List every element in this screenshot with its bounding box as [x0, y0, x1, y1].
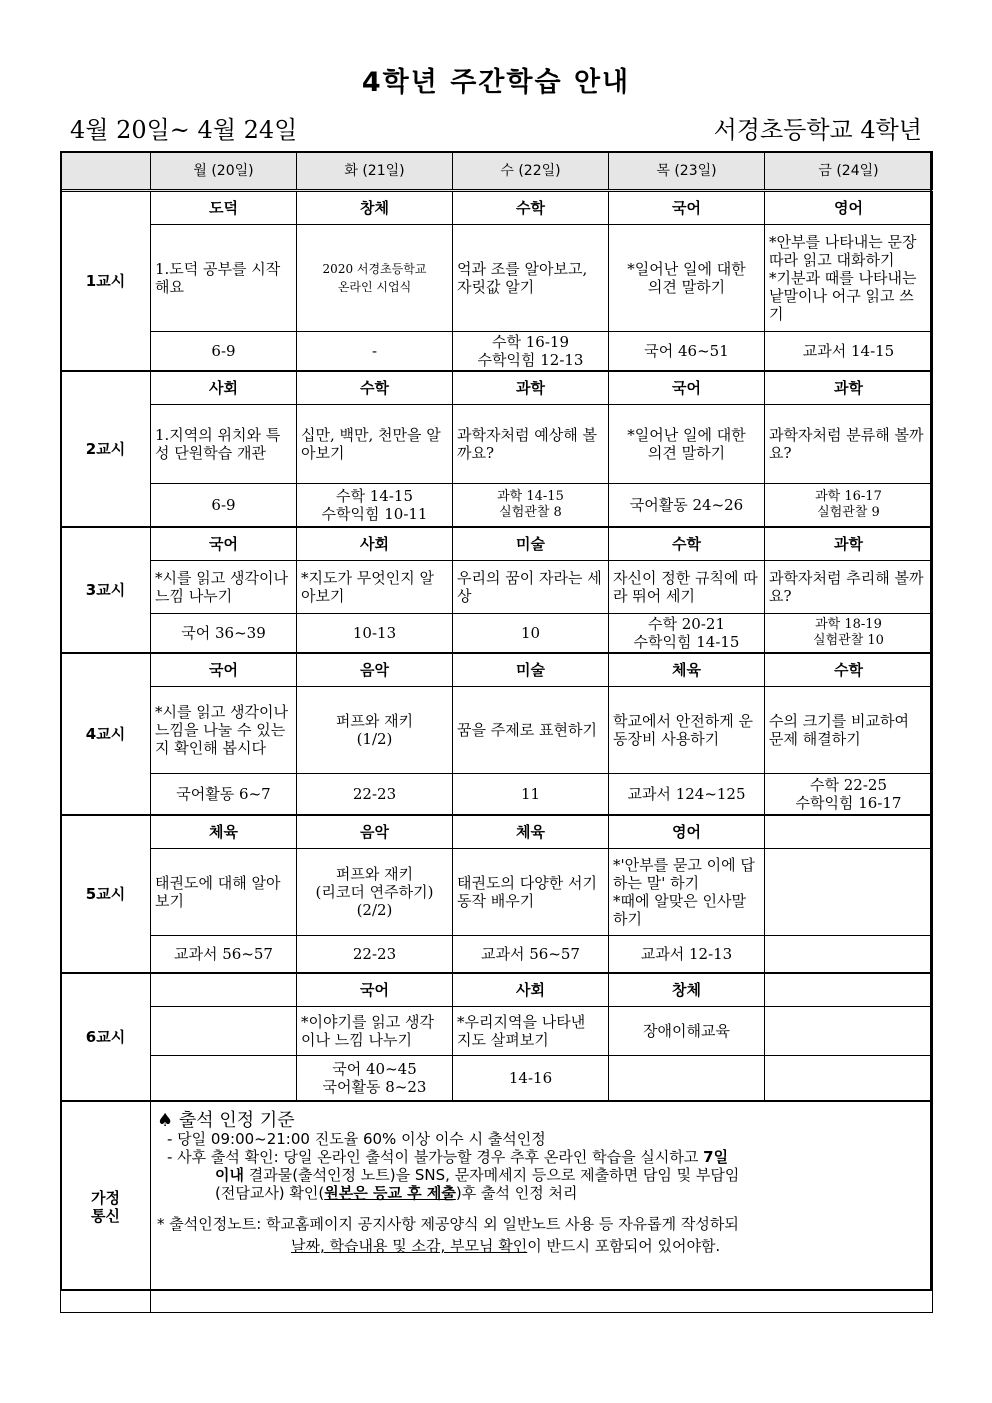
content-cell: 과학자처럼 분류해 볼까요?	[765, 405, 933, 484]
notice-underlined: 원본은 등교 후 제출	[324, 1184, 456, 1202]
content-cell: 태권도의 다양한 서기 동작 배우기	[453, 849, 609, 936]
content-cell: *시를 읽고 생각이나 느낌 나누기	[151, 561, 297, 614]
page-cell: 국어활동 24~26	[609, 484, 765, 528]
period-label: 5교시	[61, 815, 151, 973]
content-cell: 태권도에 대해 알아보기	[151, 849, 297, 936]
content-cell	[151, 1007, 297, 1056]
content-cell: 장애이해교육	[609, 1007, 765, 1056]
page-cell: 교과서 124~125	[609, 774, 765, 816]
page-cell: 교과서 56~57	[453, 936, 609, 974]
subject-cell: 과학	[765, 527, 933, 561]
page-cell: 11	[453, 774, 609, 816]
page-cell: 22-23	[297, 936, 453, 974]
page-cell: 국어활동 6~7	[151, 774, 297, 816]
day-header: 화 (21일)	[297, 152, 453, 191]
page-cell: 수학 16-19 수학익힘 12-13	[453, 332, 609, 372]
notice-emphasis: 7일	[703, 1148, 729, 1166]
notice-line-4	[157, 1184, 928, 1202]
content-cell: 과학자처럼 추리해 볼까요?	[765, 561, 933, 614]
notice-line-1: - 당일 09:00~21:00 진도율 60% 이상 이수 시 출석인정	[167, 1130, 546, 1148]
subject-cell: 수학	[453, 191, 609, 225]
content-cell: 꿈을 주제로 표현하기	[453, 687, 609, 774]
content-cell: 2020 서경초등학교 온라인 시업식	[297, 225, 453, 332]
content-cell: 과학자처럼 예상해 볼까요?	[453, 405, 609, 484]
page-cell	[765, 1056, 933, 1102]
content-cell: *지도가 무엇인지 알아보기	[297, 561, 453, 614]
content-cell: 1.도덕 공부를 시작해요	[151, 225, 297, 332]
period-content-row	[61, 561, 933, 614]
subject-cell: 체육	[151, 815, 297, 849]
page-cell: 14-16	[453, 1056, 609, 1102]
period-content-row	[61, 1007, 933, 1056]
page-cell: 교과서 14-15	[765, 332, 933, 372]
content-cell: *안부를 나타내는 문장 따라 읽고 대화하기 *기분과 때를 나타내는 낱말이나 어구 읽고 쓰기	[765, 225, 933, 332]
notice-text: 결과물(출석인정 노트)을 SNS, 문자메세지 등으로 제출하면 담임 및 부담임	[243, 1166, 740, 1184]
subject-cell: 수학	[609, 527, 765, 561]
period-subject-row	[61, 653, 933, 687]
notice-line-3	[157, 1166, 928, 1184]
notice-footnote: * 출석인정노트: 학교홈페이지 공지사항 제공양식 외 일반노트 사용 등 자유롭게 작성하되	[157, 1215, 739, 1233]
content-cell: 수의 크기를 비교하여 문제 해결하기	[765, 687, 933, 774]
page-cell: 6-9	[151, 332, 297, 372]
subject-cell: 음악	[297, 815, 453, 849]
content-cell: 우리의 꿈이 자라는 세상	[453, 561, 609, 614]
page-cell: 6-9	[151, 484, 297, 528]
content-cell	[765, 1007, 933, 1056]
page-cell: 10-13	[297, 614, 453, 654]
subject-cell: 체육	[609, 653, 765, 687]
subject-cell: 영어	[765, 191, 933, 225]
period-page-row	[61, 936, 933, 974]
period-label: 4교시	[61, 653, 151, 815]
period-label: 3교시	[61, 527, 151, 653]
school-name: 서경초등학교 4학년	[713, 116, 922, 144]
page-cell: 수학 20-21 수학익힘 14-15	[609, 614, 765, 654]
content-cell: *'안부를 묻고 이에 답하는 말' 하기 *때에 알맞은 인사말 하기	[609, 849, 765, 936]
page-cell: -	[297, 332, 453, 372]
notice-text: 이 반드시 포함되어 있어야함.	[527, 1237, 721, 1255]
page-cell	[765, 936, 933, 974]
subject-cell: 체육	[453, 815, 609, 849]
content-cell: 1.지역의 위치와 특성 단원학습 개관	[151, 405, 297, 484]
content-cell: *이야기를 읽고 생각이나 느낌 나누기	[297, 1007, 453, 1056]
subject-cell: 수학	[765, 653, 933, 687]
subject-cell: 미술	[453, 653, 609, 687]
content-cell: *우리지역을 나타낸 지도 살펴보기	[453, 1007, 609, 1056]
period-page-row	[61, 614, 933, 654]
subject-cell: 미술	[453, 527, 609, 561]
period-label: 2교시	[61, 371, 151, 527]
day-header: 금 (24일)	[765, 152, 933, 191]
subject-cell: 사회	[453, 973, 609, 1007]
period-page-row	[61, 774, 933, 816]
date-range: 4월 20일~ 4월 24일	[70, 116, 298, 144]
subject-cell: 사회	[151, 371, 297, 405]
notice-heading: ♠ 출석 인정 기준	[157, 1110, 295, 1131]
notice-text: (전담교사) 확인(	[215, 1184, 325, 1202]
subject-cell: 수학	[297, 371, 453, 405]
subject-cell: 국어	[609, 191, 765, 225]
period-content-row	[61, 849, 933, 936]
content-cell: 퍼프와 재키 (리코더 연주하기) (2/2)	[297, 849, 453, 936]
content-cell: 학교에서 안전하게 운동장비 사용하기	[609, 687, 765, 774]
notice-underlined: 날짜, 학습내용 및 소감, 부모님 확인	[291, 1237, 528, 1255]
period-page-row	[61, 484, 933, 528]
notice-emphasis: 이내	[215, 1166, 244, 1184]
weekly-schedule-table	[60, 151, 933, 1313]
subject-cell: 음악	[297, 653, 453, 687]
content-cell	[765, 849, 933, 936]
notice-line-2	[157, 1148, 928, 1166]
notice-content	[151, 1101, 933, 1313]
page-cell: 22-23	[297, 774, 453, 816]
content-cell: 십만, 백만, 천만을 알아보기	[297, 405, 453, 484]
subject-cell: 창체	[609, 973, 765, 1007]
period-subject-row	[61, 815, 933, 849]
period-label: 6교시	[61, 973, 151, 1101]
day-header: 목 (23일)	[609, 152, 765, 191]
page-cell: 수학 14-15 수학익힘 10-11	[297, 484, 453, 528]
period-content-row	[61, 687, 933, 774]
page-cell: 국어 40~45 국어활동 8~23	[297, 1056, 453, 1102]
page-cell: 수학 22-25 수학익힘 16-17	[765, 774, 933, 816]
notice-row	[61, 1101, 933, 1313]
subject-cell	[765, 815, 933, 849]
subject-cell: 국어	[151, 653, 297, 687]
day-header: 월 (20일)	[151, 152, 297, 191]
page-cell: 국어 36~39	[151, 614, 297, 654]
subject-cell: 국어	[609, 371, 765, 405]
period-content-row	[61, 405, 933, 484]
notice-text: - 사후 출석 확인: 당일 온라인 출석이 불가능할 경우 추후 온라인 학습을 실시하고	[167, 1148, 704, 1166]
period-page-row	[61, 1056, 933, 1102]
period-label: 1교시	[61, 191, 151, 372]
subject-cell: 국어	[297, 973, 453, 1007]
content-cell: 자신이 정한 규칙에 따라 뛰어 세기	[609, 561, 765, 614]
day-header-row	[61, 152, 933, 191]
day-header: 수 (22일)	[453, 152, 609, 191]
period-content-row	[61, 225, 933, 332]
period-subject-row	[61, 371, 933, 405]
subject-cell: 도덕	[151, 191, 297, 225]
period-subject-row	[61, 973, 933, 1007]
subject-cell: 국어	[151, 527, 297, 561]
subject-cell: 영어	[609, 815, 765, 849]
subject-cell: 과학	[765, 371, 933, 405]
subject-cell	[151, 973, 297, 1007]
page-cell: 과학 16-17 실험관찰 9	[765, 484, 933, 528]
content-cell: *일어난 일에 대한 의견 말하기	[609, 225, 765, 332]
subject-cell	[765, 973, 933, 1007]
subject-cell: 사회	[297, 527, 453, 561]
page-cell	[609, 1056, 765, 1102]
page-cell	[151, 1056, 297, 1102]
notice-text: )후 출석 인정 처리	[455, 1184, 578, 1202]
page-cell: 10	[453, 614, 609, 654]
content-cell: *일어난 일에 대한 의견 말하기	[609, 405, 765, 484]
page-cell: 국어 46~51	[609, 332, 765, 372]
content-cell: 억과 조를 알아보고, 자릿값 알기	[453, 225, 609, 332]
period-subject-row	[61, 527, 933, 561]
notice-label: 가정 통신	[61, 1101, 151, 1313]
page-cell: 과학 14-15 실험관찰 8	[453, 484, 609, 528]
page-cell: 교과서 12-13	[609, 936, 765, 974]
period-page-row	[61, 332, 933, 372]
content-cell: 퍼프와 재키 (1/2)	[297, 687, 453, 774]
subject-cell: 창체	[297, 191, 453, 225]
corner-cell	[61, 152, 151, 191]
page-title: 4학년 주간학습 안내	[361, 67, 631, 98]
content-cell: *시를 읽고 생각이나 느낌을 나눌 수 있는지 확인해 봅시다	[151, 687, 297, 774]
subject-cell: 과학	[453, 371, 609, 405]
notice-footnote-2	[157, 1236, 928, 1256]
page-cell: 교과서 56~57	[151, 936, 297, 974]
period-subject-row	[61, 191, 933, 225]
page-cell: 과학 18-19 실험관찰 10	[765, 614, 933, 654]
